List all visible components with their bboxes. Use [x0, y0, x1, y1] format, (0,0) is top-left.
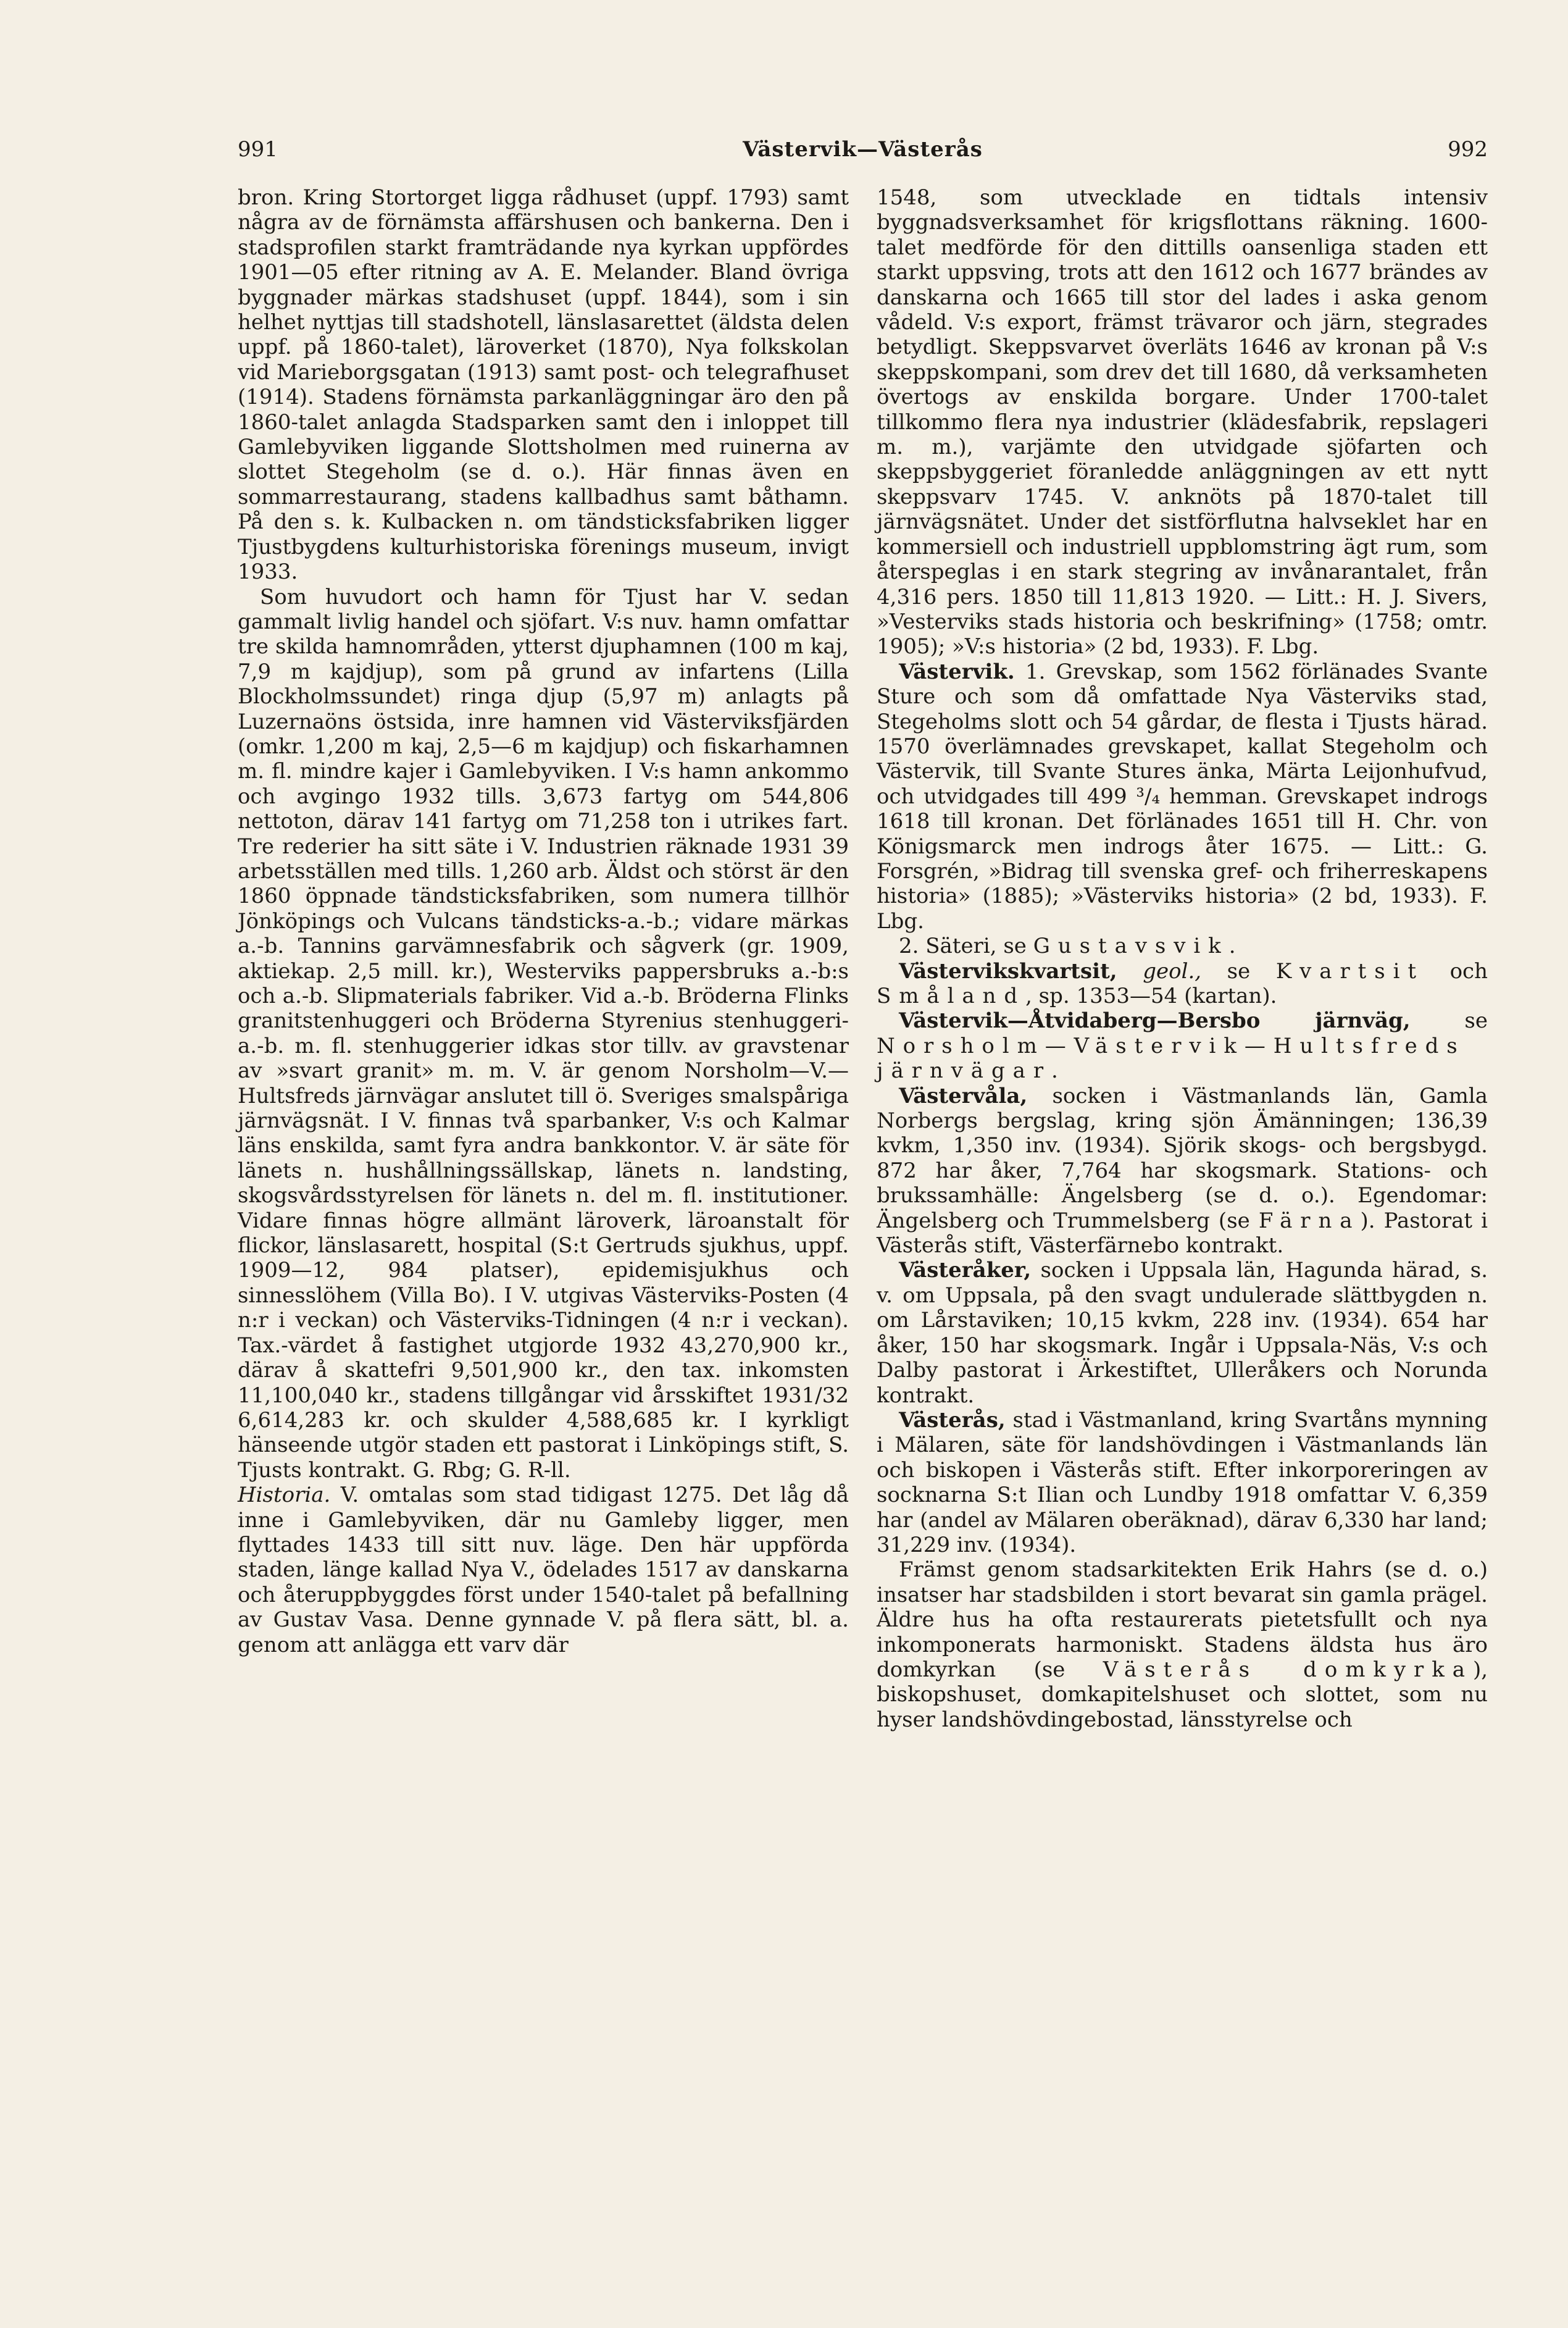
entry-vastervik-atvidaberg-bersbo [877, 1008, 1488, 1083]
cross-reference-link[interactable]: Kvartsit [1275, 958, 1424, 984]
entry-headword: Västervik—Åtvidaberg—Bersbo järnväg, [899, 1008, 1411, 1034]
see-word: se [1227, 958, 1251, 984]
paragraph [238, 1483, 849, 1657]
entry-text: 2. Säteri, se [899, 934, 1027, 959]
paragraph-text: V. omtalas som stad tidigast 1275. Det låg då inne i Gamlebyviken, där nu Gamleby ligger, men flyttades 1433 till sitt nuv. läge. Den här uppförda staden, länge kallad Nya V., ödelades 1517 av danskarna och återuppbyggdes först under 1540-talet på befallning av Gustav Vasa. Denne gynnade V. på flera sätt, bl. a. genom att anlägga ett varv där [238, 1483, 849, 1657]
entry-vasteraker [877, 1258, 1488, 1407]
page-header [238, 137, 1488, 174]
entry-vastervik-2 [877, 934, 1488, 958]
cross-reference-link[interactable]: Färna [1258, 1208, 1361, 1233]
entry-vasteras [877, 1408, 1488, 1557]
entry-vastervala [877, 1084, 1488, 1258]
cross-reference-link[interactable]: Gustavsvik [1033, 934, 1229, 959]
left-column [238, 185, 849, 1657]
cross-reference-link[interactable]: Norsholm—Västervik—Hultsfreds järnvägar [877, 1033, 1466, 1084]
entry-number: 1. [1025, 659, 1046, 684]
entry-vastervikskvartsit [877, 959, 1488, 1009]
punctuation: . [1228, 934, 1236, 959]
page-number-left: 991 [238, 137, 278, 162]
paragraph [877, 185, 1488, 659]
paragraph-text: Främst genom stadsarkitekten Erik Hahrs (se d. o.) insatser har stadsbilden i stort bevarat sin gamla prägel. Äldre hus ha ofta restaurerats pietetsfullt och nya inkomponerats harmoniskt. Stadens äldsta hus äro domkyrkan (se [877, 1557, 1488, 1682]
entry-headword: Västervikskvartsit, [899, 958, 1117, 984]
entry-text: socken i Västmanlands län, Gamla Norbergs bergslag, kring sjön Ämänningen; 136,39 kvkm, 1,350 inv. (1934). Sjörik skogs- och bergsbygd. 872 har åker, 7,764 har skogsmark. Stations- och brukssamhälle: Ängelsberg (se d. o.). Egendomar: Ängelsberg och Trummelsberg (se [877, 1083, 1488, 1233]
author-signature: F. Lbg. [1246, 634, 1319, 659]
entry-text: ). Pastorat i Västerås stift, Västerfärnebo kontrakt. [877, 1208, 1488, 1258]
paragraph-text: Som huvudort och hamn för Tjust har V. sedan gammalt livlig handel och sjöfart. V:s nuv. hamn omfattar tre skilda hamnområden, ytterst djuphamnen (100 m kaj, 7,9 m kajdjup), som på grund av infartens (Lilla Blockholmssundet) ringa djup (5,97 m) anlagts på Luzernaöns östsida, inre hamnen vid Västerviksfjärden (omkr. 1,200 m kaj, 2,5—6 m kajdjup) och fiskarhamnen m. fl. mindre kajer i Gamlebyviken. I V:s hamn ankommo och avgingo 1932 tills. 3,673 fartyg om 544,806 nettoton, därav 141 fartyg om 71,258 ton i utrikes fart. Tre rederier ha sitt säte i V. Industrien räknade 1931 39 arbetsställen med tills. 1,260 arb. Äldst och störst är den 1860 öppnade tändsticksfabriken, som numera tillhör Jönköpings och Vulcans tändsticks-a.-b.; vidare märkas a.-b. Tannins garvämnesfabrik och sågverk (gr. 1909, aktiekap. 2,5 mill. kr.), Westerviks pappersbruks a.-b:s och a.-b. Slipmaterials fabriker. Vid a.-b. Bröderna Flinks granitstenhuggeri och Bröderna Styrenius stenhuggeri-a.-b. m. fl. stenhuggerier idkas stor tillv. av gravstenar av »svart granit» m. m. V. är genom Norsholm—V.—Hultsfreds järnvägar anslutet till ö. Sveriges smalspåriga järnvägsnät. I V. finnas två sparbanker, V:s och Kalmar läns enskilda, samt fyra andra bankkontor. V. är säte för länets n. hushållningssällskap, länets n. landsting, skogsvårdsstyrelsen för länets n. del m. fl. institutioner. Vidare finnas högre allmänt läroverk, läroanstalt för flickor, länslasarett, hospital (S:t Gertruds sjukhus, uppf. 1909—12, 984 platser), epidemisjukhus och sinnesslöhem (Villa Bo). I V. utgivas Västerviks-Posten (4 n:r i veckan) och Västerviks-Tidningen (4 n:r i veckan). Tax.-värdet å fastighet utgjorde 1932 43,270,900 kr., därav å skattefri 9,501,900 kr., den tax. inkomsten 11,100,040 kr., stadens tillgångar vid årsskiftet 1931/32 6,614,283 kr. och skulder 4,588,685 kr. I kyrkligt hänseende utgör staden ett pastorat i Linköpings stift, S. Tjusts kontrakt. [238, 584, 849, 1483]
paragraph [877, 1557, 1488, 1732]
page-number-right: 992 [1448, 137, 1488, 162]
conjunction: och [1449, 958, 1488, 984]
entry-text: stad i Västmanland, kring Svartåns mynning i Mälaren, säte för landshövdingen i Västmanlands län och biskopen i Västerås stift. Efter inkorporeringen av socknarna S:t Ilian och Lundby 1918 omfattar V. 6,359 har (andel av Mälaren oberäknad), därav 6,330 har land; 31,229 inv. (1934). [877, 1407, 1488, 1557]
paragraph-text: 1548, som utvecklade en tidtals intensiv byggnadsverksamhet för krigsflottans räkning. 1600-talet medförde för den dittills oansenliga staden ett starkt uppsving, trots att den 1612 och 1677 brändes av danskarna och 1665 till stor del lades i aska genom vådeld. V:s export, främst trävaror och järn, stegrades betydligt. Skeppsvarvet överläts 1646 av kronan på V:s skeppskompani, som drev det till 1680, då verksamheten övertogs av enskilda borgare. Under 1700-talet tillkommo flera nya industrier (klädesfabrik, repslageri m. m.), varjämte den utvidgade sjöfarten och skeppsbyggeriet föranledde anläggningen av ett nytt skeppsvarv 1745. V. anknöts på 1870-talet till järnvägsnätet. Under det sistförflutna halvseklet har en kommersiell och industriell uppblomstring ägt rum, som återspeglas i en stark stegring av invånarantalet, från 4,316 pers. 1850 till 11,813 1920. — Litt.: H. J. Sivers, »Vesterviks stads historia och beskrifning» (1758; omtr. 1905); »V:s historia» (2 bd, 1933). [877, 185, 1488, 659]
cross-reference-link[interactable]: Västerås domkyrka [1103, 1657, 1473, 1682]
entry-headword: Västervåla, [899, 1083, 1028, 1108]
entry-text: Grevskap, som 1562 förlänades Svante Sture och som då omfattade Nya Västerviks stad, Stegeholms slott och 54 gårdar, de flesta i Tjusts härad. 1570 överlämnades grevskapet, kallat Stegeholm och Västervik, till Svante Stures änka, Märta Leijonhufvud, och utvidgades till 499 ³/₄ hemman. Grevskapet indrogs 1618 till kronan. Det förlänades 1651 till H. Chr. von Königsmarck men indrogs åter 1675. — Litt.: G. Forsgrén, »Bidrag till svenska gref- och friherreskapens historia» (1885); »Västerviks historia» (2 bd, 1933). [877, 659, 1488, 909]
see-word: se [1464, 1008, 1488, 1034]
entry-headword: Västervik. [899, 659, 1015, 684]
author-signature: F. Lbg. [877, 884, 1488, 934]
paragraph: bron. Kring Stortorget ligga rådhuset (uppf. 1793) samt några av de förnämsta affärshusen och bankerna. Den i stadsprofilen starkt framträdande nya kyrkan uppfördes 1901—05 efter ritning av A. E. Melander. Bland övriga byggnader märkas stadshuset (uppf. 1844), som i sin helhet nyttjas till stadshotell, länslasarettet (äldsta delen uppf. på 1860-talet), läroverket (1870), Nya folkskolan vid Marieborgsgatan (1913) samt post- och telegrafhuset (1914). Stadens förnämsta parkanläggningar äro den på 1860-talet anlagda Stadsparken samt den i inloppet till Gamlebyviken liggande Slottsholmen med ruinerna av slottet Stegeholm (se d. o.). Här finnas även en sommarrestaurang, stadens kallbadhus samt båthamn. På den s. k. Kulbacken n. om tändsticksfabriken ligger Tjustbygdens kulturhistoriska förenings museum, invigt 1933. [238, 185, 849, 585]
punctuation: . [1051, 1058, 1058, 1084]
author-signature: G. Rbg; G. R-ll. [412, 1457, 571, 1483]
right-column [877, 185, 1488, 1732]
running-title: Västervik—Västerås [743, 137, 983, 162]
subject-label: geol., [1143, 958, 1202, 984]
entry-text: socken i Uppsala län, Hagunda härad, s. v. om Uppsala, på den svagt undulerade slättbygden n. om Lårstaviken; 10,15 kvkm, 228 inv. (1934). 654 har åker, 150 har skogsmark. Ingår i Uppsala-Näs, V:s och Dalby pastorat i Ärkestiftet, Ulleråkers och Norunda kontrakt. [877, 1258, 1488, 1408]
entry-text: , sp. 1353—54 (kartan). [1025, 984, 1277, 1008]
paragraph-text: ), biskopshuset, domkapitelshuset och slottet, som nu hyser landshövdingebostad, länsstyrelse och [877, 1657, 1488, 1732]
section-label: Historia. [238, 1483, 331, 1508]
entry-vastervik [877, 659, 1488, 934]
paragraph [238, 585, 849, 1483]
entry-headword: Västerås, [899, 1407, 1006, 1433]
cross-reference-link[interactable]: Småland [877, 984, 1026, 1008]
entry-headword: Västeråker, [899, 1258, 1032, 1283]
